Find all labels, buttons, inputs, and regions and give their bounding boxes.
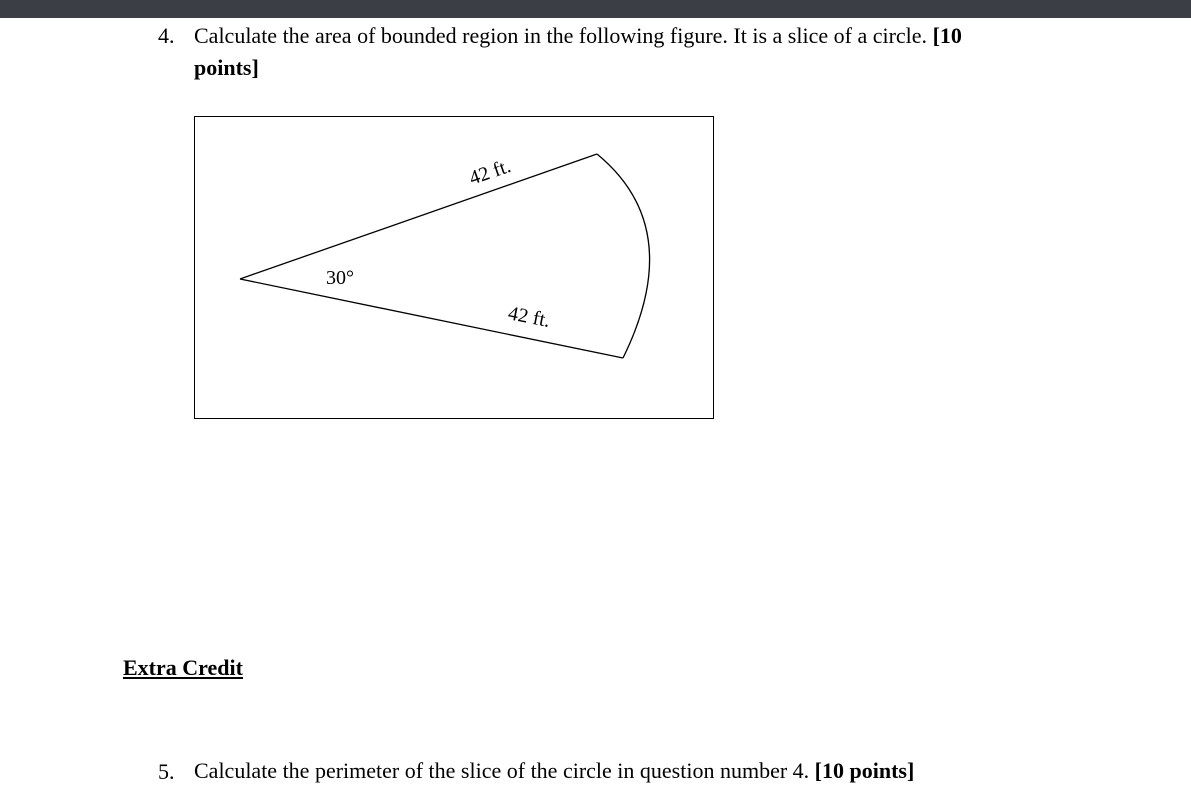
sector-bottom-radius bbox=[240, 279, 623, 358]
sector-arc bbox=[597, 154, 650, 358]
question-5-text bbox=[194, 755, 1094, 787]
extra-credit-heading: Extra Credit bbox=[123, 655, 243, 680]
question-4-points-close: points] bbox=[194, 55, 259, 80]
angle-label: 30° bbox=[326, 267, 354, 289]
question-4-number: 4. bbox=[158, 23, 175, 48]
question-5-number: 5. bbox=[158, 759, 175, 784]
question-4-points-open: [10 bbox=[932, 23, 962, 48]
sector-top-radius bbox=[240, 154, 597, 279]
bottom-radius-label: 42 ft. bbox=[506, 302, 552, 332]
question-5-prompt: Calculate the perimeter of the slice of the circle in question number 4. bbox=[194, 758, 810, 783]
question-5-points: [10 points] bbox=[814, 758, 915, 783]
top-radius-label: 42 ft. bbox=[466, 155, 514, 190]
question-4-prompt: Calculate the area of bounded region in the following figure. It is a slice of a circle. bbox=[194, 23, 928, 48]
